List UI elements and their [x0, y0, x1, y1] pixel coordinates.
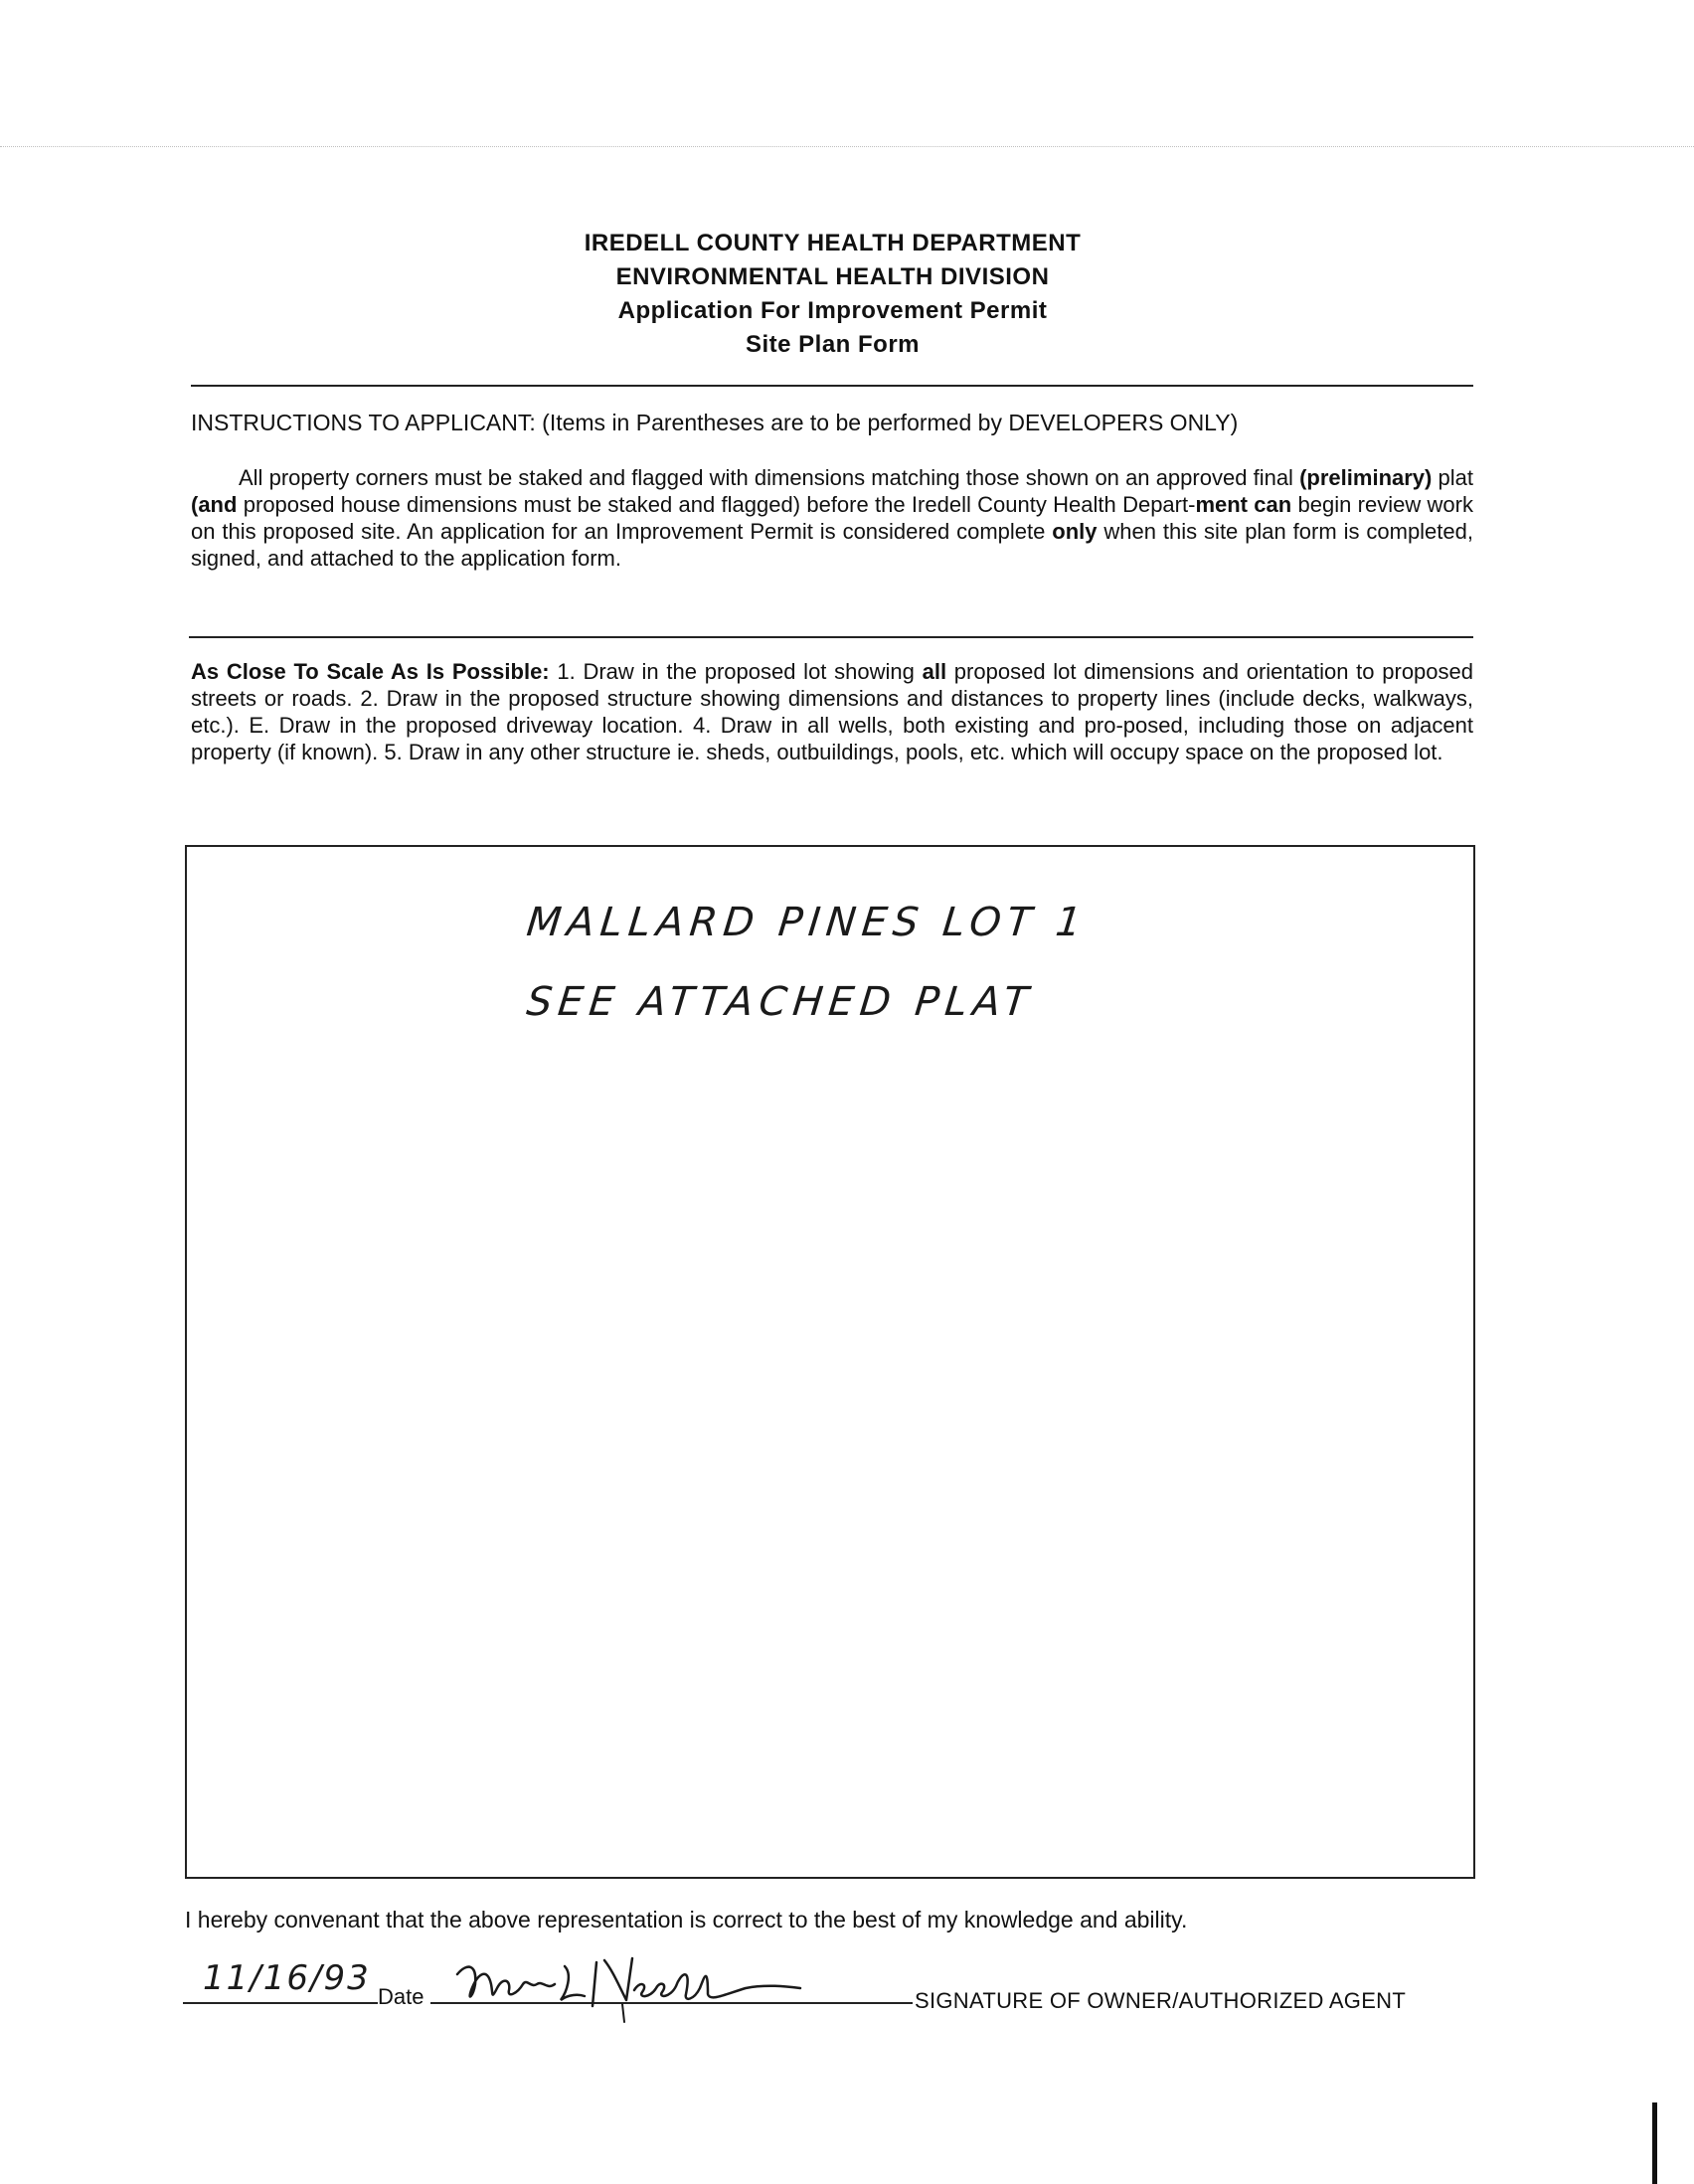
- scale-instructions-lead: As Close To Scale As Is Possible:: [191, 659, 550, 684]
- date-line: [183, 2002, 378, 2004]
- scale-instructions-text: proposed lot dimensions and orientation to proposed streets or roads. 2. Draw in the proposed structure showing dimensions and distances to property lines (include decks, walkways, etc.). E. Draw in the proposed driveway location. 4. Draw in all wells, both existing and pro-posed, including those on adjacent property (if known). 5. Draw in any other structure ie. sheds, outbuildings, pools, etc. which will occupy space on the proposed lot.: [191, 659, 1474, 764]
- handwritten-plat-note: SEE ATTACHED PLAT: [524, 979, 1037, 1025]
- instructions-text: begin review work on this proposed site. An application for an Improvement Permit is considered complete: [191, 492, 1473, 544]
- instructions-paragraph: [191, 464, 1473, 572]
- instructions-title: INSTRUCTIONS TO APPLICANT: (Items in Parentheses are to be performed by DEVELOPERS ONLY): [191, 410, 1239, 435]
- department-name: IREDELL COUNTY HEALTH DEPARTMENT: [584, 230, 1082, 256]
- header-divider: [191, 385, 1473, 387]
- date-value[interactable]: 11/16/93: [203, 1958, 371, 1998]
- signature-row: [179, 1954, 1491, 2034]
- date-label: Date: [378, 1984, 424, 2009]
- scale-instructions-emphasis: all: [922, 659, 947, 684]
- division-name: ENVIRONMENTAL HEALTH DIVISION: [615, 263, 1050, 290]
- instructions-text: when this site plan form is completed, signed, and attached to the application form.: [191, 519, 1473, 571]
- handwritten-lot-name: MALLARD PINES LOT 1: [524, 900, 1090, 945]
- covenant-statement: I hereby convenant that the above representation is correct to the best of my knowledge and ability.: [185, 1907, 1188, 1932]
- form-title: Site Plan Form: [745, 331, 921, 358]
- form-purpose: Application For Improvement Permit: [617, 297, 1048, 324]
- instructions-text: proposed house dimensions must be staked and flagged) before the Iredell County Health Depart-: [237, 492, 1196, 517]
- instructions-emphasis: ment can: [1195, 492, 1292, 517]
- form-header: [0, 227, 1665, 362]
- signature-label: SIGNATURE OF OWNER/AUTHORIZED AGENT: [915, 1988, 1407, 2013]
- scan-edge-mark: [1652, 2102, 1657, 2184]
- scale-instructions: [191, 658, 1473, 765]
- instructions-text: plat: [1432, 465, 1473, 490]
- instructions-text: All property corners must be staked and flagged with dimensions matching those shown on an approved final: [239, 465, 1300, 490]
- instructions-divider: [189, 636, 1473, 638]
- instructions-emphasis: only: [1052, 519, 1098, 544]
- handwritten-signature[interactable]: [447, 1944, 805, 2024]
- instructions-emphasis: (and: [191, 492, 238, 517]
- scan-artifact-line: [0, 146, 1694, 147]
- scale-instructions-text: 1. Draw in the proposed lot showing: [549, 659, 923, 684]
- instructions-emphasis: (preliminary): [1299, 465, 1433, 490]
